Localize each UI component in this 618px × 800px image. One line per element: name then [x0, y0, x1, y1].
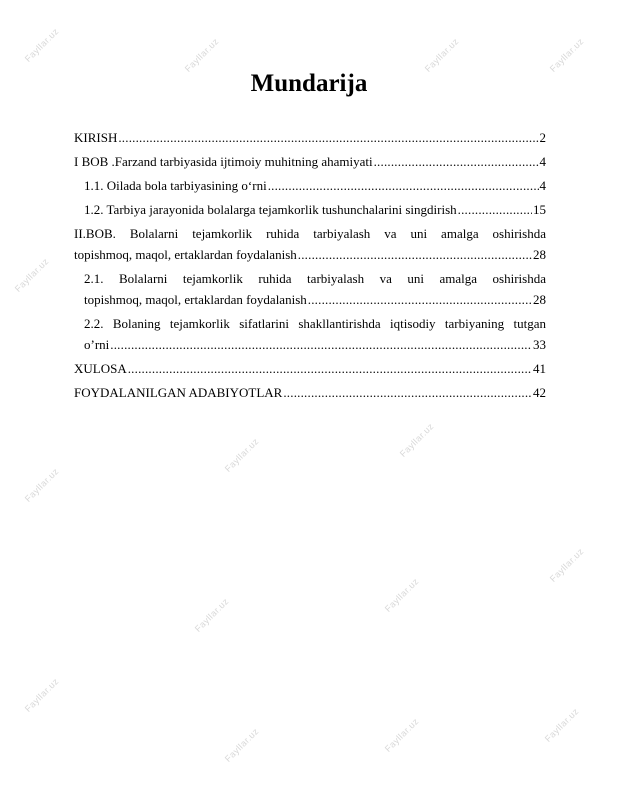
toc-entry-chapter-1[interactable]	[74, 151, 546, 172]
toc-page-number: 4	[539, 178, 546, 193]
leader-dots	[283, 382, 532, 403]
watermark: Fayllar.uz	[12, 256, 51, 294]
toc-entry-title: 2.2. Bolaning tejamkorlik sifatlarini shakllantirishda iqtisodiy tarbiyaning tutgan	[84, 316, 546, 331]
toc-entry-title: I BOB .Farzand tarbiyasida ijtimoiy muhitning ahamiyati	[74, 154, 373, 169]
toc-page-number: 15	[533, 202, 546, 217]
toc-entry-chapter-2[interactable]	[74, 223, 546, 265]
toc-entry-section-1-1[interactable]	[74, 175, 546, 196]
toc-page-number: 41	[533, 361, 546, 376]
toc-page-number: 28	[533, 247, 546, 262]
toc-entry-xulosa[interactable]	[74, 358, 546, 379]
watermark: Fayllar.uz	[192, 596, 231, 634]
leader-dots	[118, 127, 538, 148]
watermark: Fayllar.uz	[547, 546, 586, 584]
toc-entry-title: KIRISH	[74, 130, 118, 145]
leader-dots	[458, 199, 532, 220]
toc-entry-title-cont: topishmoq, maqol, ertaklardan foydalanish	[84, 292, 307, 307]
toc-entry-title: XULOSA	[74, 361, 127, 376]
page-title: Mundarija	[250, 70, 368, 97]
leader-dots	[308, 289, 532, 310]
watermark: Fayllar.uz	[547, 36, 586, 74]
toc-entry-section-1-2[interactable]	[74, 199, 546, 220]
toc-page-number: 33	[533, 337, 546, 352]
toc-entry-title: FOYDALANILGAN ADABIYOTLAR	[74, 385, 283, 400]
toc-page-number: 28	[533, 292, 546, 307]
watermark: Fayllar.uz	[382, 576, 421, 614]
toc-entry-title: 1.1. Oilada bola tarbiyasining o‘rni	[84, 178, 267, 193]
toc-entry-title: 2.1. Bolalarni tejamkorlik ruhida tarbiyalash va uni amalga oshirishda	[84, 271, 546, 286]
watermark: Fayllar.uz	[22, 26, 61, 64]
watermark: Fayllar.uz	[397, 421, 436, 459]
toc-entry-section-2-2[interactable]	[74, 313, 546, 355]
watermark: Fayllar.uz	[542, 706, 581, 744]
toc-entry-section-2-1[interactable]	[74, 268, 546, 310]
watermark: Fayllar.uz	[22, 676, 61, 714]
table-of-contents	[74, 127, 546, 403]
watermark: Fayllar.uz	[422, 36, 461, 74]
toc-entry-title: 1.2. Tarbiya jarayonida bolalarga tejamkorlik tushunchalarini singdirish	[84, 202, 457, 217]
toc-page-number: 2	[539, 130, 546, 145]
watermark: Fayllar.uz	[22, 466, 61, 504]
leader-dots	[268, 175, 539, 196]
leader-dots	[374, 151, 539, 172]
watermark: Fayllar.uz	[222, 726, 261, 764]
toc-page-number: 4	[539, 154, 546, 169]
toc-entry-kirish[interactable]	[74, 127, 546, 148]
leader-dots	[128, 358, 532, 379]
toc-entry-title: II.BOB. Bolalarni tejamkorlik ruhida tarbiyalash va uni amalga oshirishda	[74, 226, 546, 241]
toc-page-number: 42	[533, 385, 546, 400]
watermark: Fayllar.uz	[382, 716, 421, 754]
watermark: Fayllar.uz	[182, 36, 221, 74]
leader-dots	[298, 244, 532, 265]
leader-dots	[110, 334, 532, 355]
toc-entry-title-cont: topishmoq, maqol, ertaklardan foydalanish	[74, 247, 297, 262]
toc-entry-adabiyotlar[interactable]	[74, 382, 546, 403]
toc-entry-title-cont: o’rni	[84, 337, 110, 352]
watermark: Fayllar.uz	[222, 436, 261, 474]
